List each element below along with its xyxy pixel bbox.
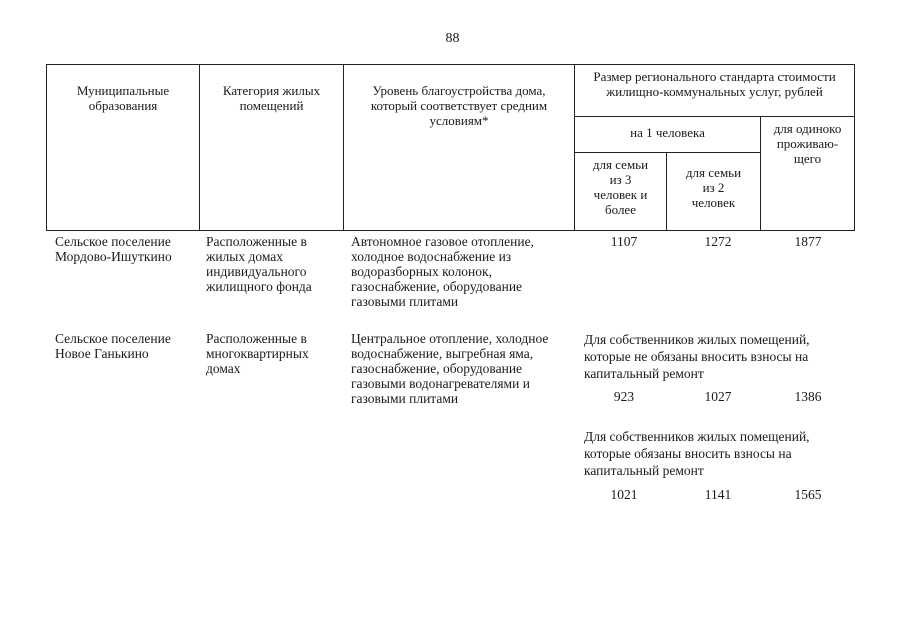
row2-note-capital-repair: Для собственников жилых помещений, которые обязаны вносить взносы на капитальный ремонт bbox=[584, 429, 810, 478]
row1-family3: 1107 bbox=[610, 234, 638, 249]
header-per-person: на 1 человека bbox=[575, 117, 761, 153]
row2-municipality: Сельское поселение Новое Ганькино bbox=[55, 331, 171, 361]
row2a-family2: 1027 bbox=[704, 389, 732, 404]
row1-family2: 1272 bbox=[704, 234, 732, 249]
header-family2: для семьи из 2 человек bbox=[667, 153, 761, 231]
table-header bbox=[46, 64, 855, 231]
row1-single: 1877 bbox=[794, 234, 822, 249]
row2-category: Расположенные в многоквартирных домах bbox=[206, 331, 309, 376]
row2-note-no-capital-repair: Для собственников жилых помещений, которые не обязаны вносить взносы на капитальный ремонт bbox=[584, 332, 810, 381]
row2b-single: 1565 bbox=[794, 487, 822, 502]
row2b-family2: 1141 bbox=[704, 487, 732, 502]
header-level: Уровень благоустройства дома, который соответствует средним условиям* bbox=[344, 65, 575, 231]
row2-level: Центральное отопление, холодное водоснабжение, выгребная яма, газоснабжение, оборудование газовыми водонагревателями и газовыми плитами bbox=[351, 331, 549, 406]
header-single: для одиноко проживаю-щего bbox=[761, 117, 855, 231]
page-number: 88 bbox=[445, 31, 460, 46]
row1-level: Автономное газовое отопление, холодное водоснабжение из водоразборных колонок, газоснабжение, оборудование газовыми плитами bbox=[351, 234, 534, 309]
row1-category: Расположенные в жилых домах индивидуального жилищного фонда bbox=[206, 234, 312, 294]
header-municipal: Муниципальные образования bbox=[47, 65, 200, 231]
row1-municipality: Сельское поселение Мордово-Ишуткино bbox=[55, 234, 172, 264]
header-family3: для семьи из 3 человек и более bbox=[575, 153, 667, 231]
row2b-family3: 1021 bbox=[610, 487, 638, 502]
header-category: Категория жилых помещений bbox=[200, 65, 344, 231]
header-standard: Размер регионального стандарта стоимости жилищно-коммунальных услуг, рублей bbox=[575, 65, 855, 117]
row2a-single: 1386 bbox=[794, 389, 822, 404]
row2a-family3: 923 bbox=[613, 389, 635, 404]
